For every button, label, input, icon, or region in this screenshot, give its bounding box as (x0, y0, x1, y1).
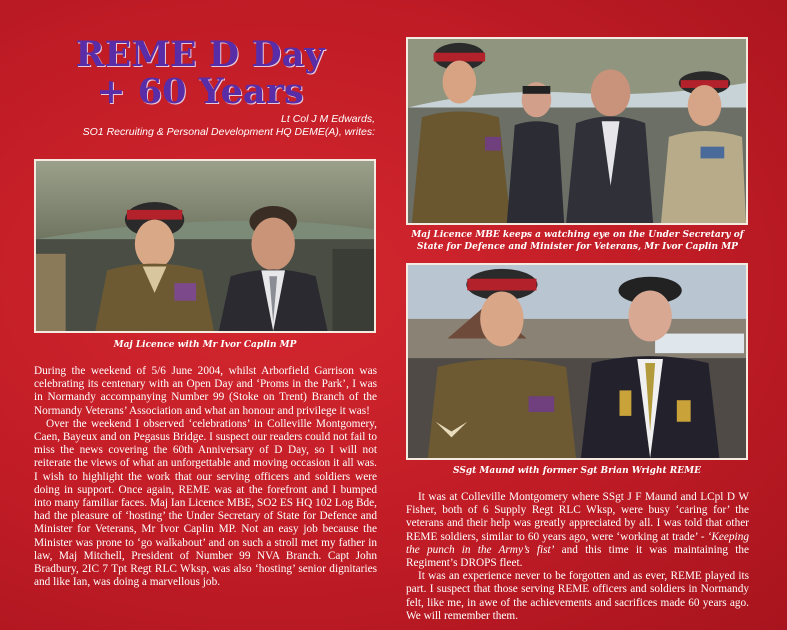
byline (30, 113, 375, 139)
photo-watching-eye (406, 37, 748, 225)
photo-maund-wright (406, 263, 748, 460)
photo-licence-caplin (34, 159, 376, 333)
photo-maund-wright-caption: SSgt Maund with former Sgt Brian Wright REME (453, 466, 701, 476)
body-paragraph-3-end: and this time it was maintaining the Regiment’s DROPS fleet. (406, 543, 749, 570)
byline-role: SO1 Recruiting & Personal Development HQ DEME(A), writes: (82, 126, 375, 138)
photo-watching-eye-image (408, 39, 746, 223)
body-paragraph-3-start: It was at Colleville Montgomery where SSgt J F Maund and LCpl D W Fisher, both of 6 Supply Regt RLC Wksp, were busy ‘caring for’ the veterans and their help was greatly appreciated by all. I was told that other REME soldiers, similar to 60 years ago, were ‘working at trade’ - (406, 491, 749, 543)
photo-licence-caplin-image (36, 161, 374, 331)
photo-watching-eye-caption (400, 229, 755, 253)
body-paragraph-3 (406, 491, 749, 570)
article-title (30, 36, 370, 110)
photo-watching-eye-caption-line-1: Maj Licence MBE keeps a watching eye on the Under Secretary of (411, 230, 744, 240)
photo-watching-eye-caption-line-2: State for Defence and Minister for Veterans, Mr Ivor Caplin MP (417, 242, 738, 252)
byline-author: Lt Col J M Edwards, (281, 113, 375, 125)
title-line-1: REME D Day (75, 34, 325, 75)
body-paragraph-2: Over the weekend I observed ‘celebrations’ in Colleville Montgomery, Caen, Bayeux and on Pegasus Bridge. I suspect our readers could not fail to miss the news covering the 60th Anniversary of D Day, so I will not reiterate the views of what an unforgettable and moving occasion it all was. I wish to highlight the work that our serving officers and soldiers were doing in support. Once again, REME was at the forefront and I bumped into many familiar faces. Maj Ian Licence MBE, SO2 ES HQ 102 Log Bde, had the pleasure of ‘hosting’ the Under Secretary of State for Defence and Minister for Veterans, Mr Ivor Caplin MP. Not an easy job because the Minister was prone to ‘go walkabout’ and on such a stroll met my father in law, Maj Mitchell, President of Number 99 NVA Branch. Capt John Bradbury, 2IC 7 Tpt Regt RLC Wksp, was also ‘hosting’ senior dignitaries and like Ian, was doing a marvellous job. (34, 417, 377, 589)
body-left-column (34, 365, 377, 589)
title-line-2: + 60 Years (96, 71, 304, 112)
photo-maund-wright-image (408, 265, 746, 458)
body-paragraph-4: It was an experience never to be forgotten and as ever, REME played its part. I suspect that those serving REME officers and soldiers in Normandy felt, like me, in awe of the achievements and sacrifices made 60 years ago. We will remember them. (406, 570, 749, 622)
body-paragraph-1: During the weekend of 5/6 June 2004, whilst Arborfield Garrison was celebrating its centenary with an Open Day and ‘Proms in the Park’, I was in Normandy accompanying Number 99 (Stoke on Trent) Branch of the Normandy Veterans’ Association and what an honour and privilege it was! (34, 365, 377, 417)
body-right-column (406, 491, 749, 623)
reme-motto-quote: ‘Keeping the punch in the Army’s fist’ (406, 530, 749, 556)
photo-licence-caplin-caption: Maj Licence with Mr Ivor Caplin MP (113, 340, 297, 350)
